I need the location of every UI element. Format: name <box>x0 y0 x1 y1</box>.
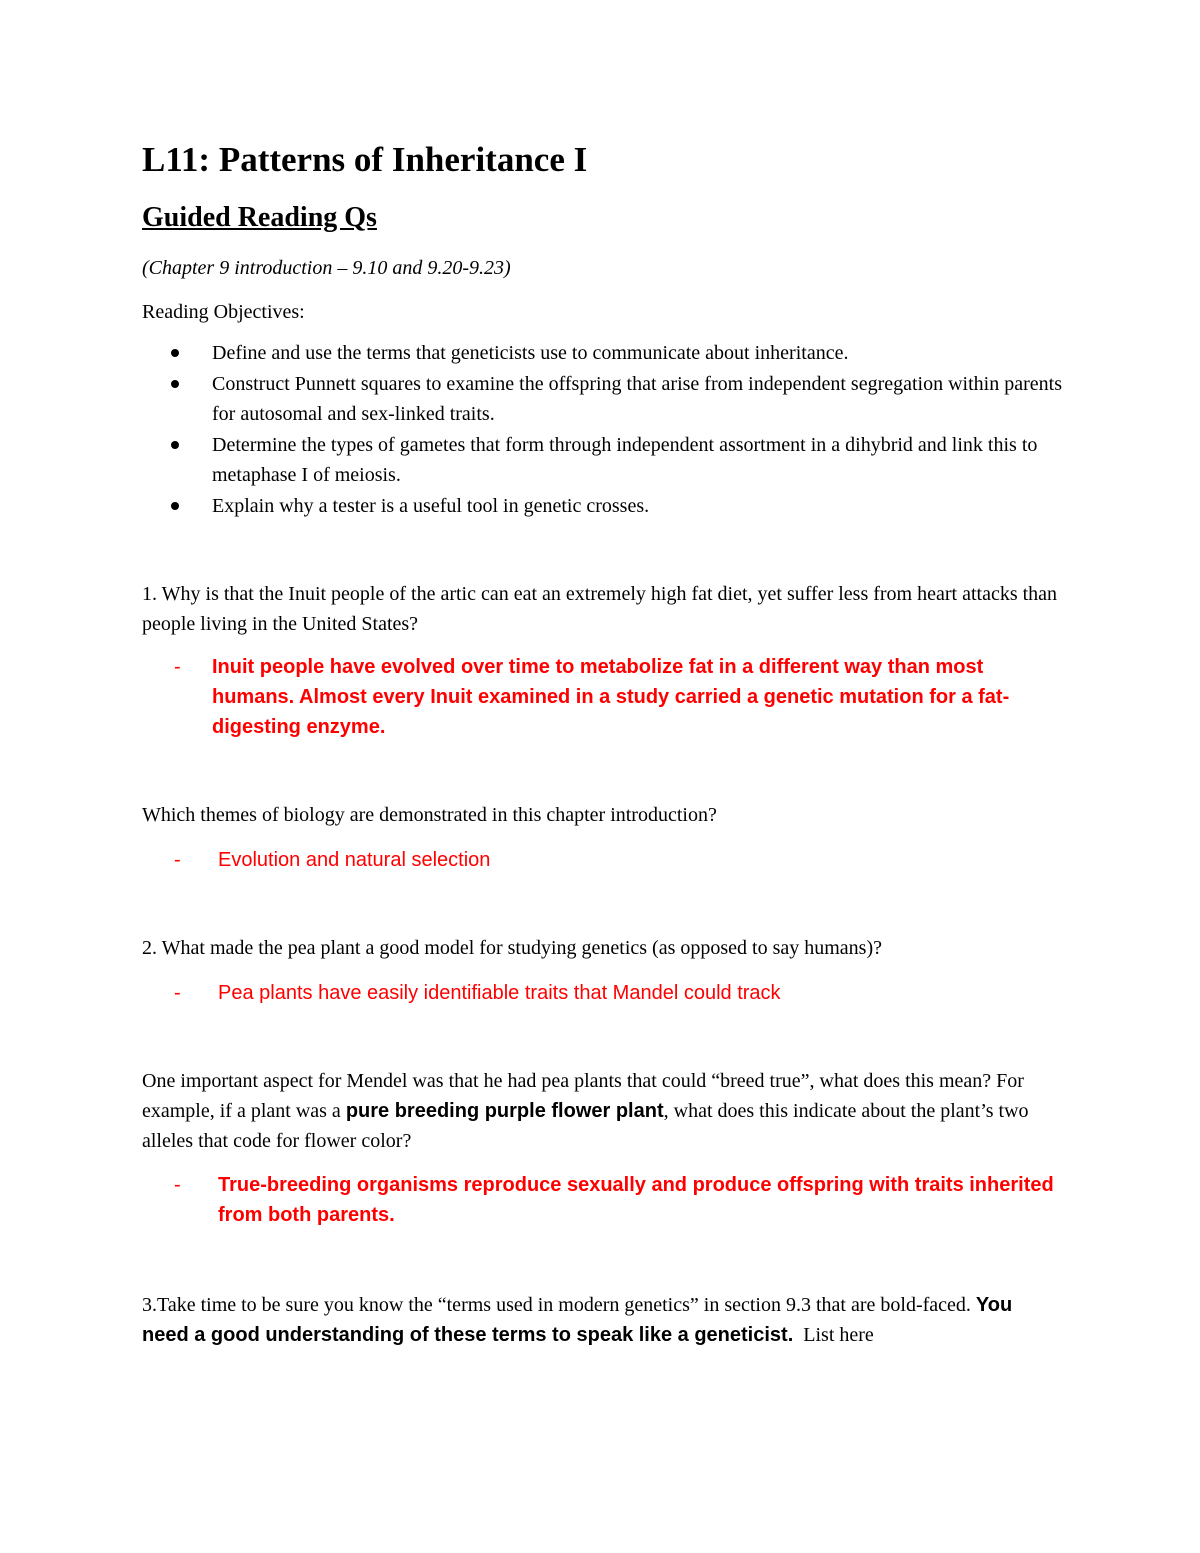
objective-item <box>142 369 1062 429</box>
answer-2 <box>142 978 1062 1008</box>
objectives-list <box>142 338 1062 521</box>
document-page <box>142 136 1062 1350</box>
bullet-icon <box>171 502 179 510</box>
bullet-icon <box>171 380 179 388</box>
answer-1 <box>142 652 1062 742</box>
objective-text: Construct Punnett squares to examine the offspring that arise from independent segregation within parents for autosomal and sex-linked traits. <box>212 373 1062 425</box>
question-2b-bold: pure breeding purple flower plant <box>345 1100 664 1122</box>
bullet-icon <box>171 349 179 357</box>
question-3-bold: You need a good understanding of these terms to speak like a geneticist. <box>142 1294 1013 1346</box>
answer-1b <box>142 845 1062 875</box>
page-subtitle: Guided Reading Qs <box>142 202 377 233</box>
question-3 <box>142 1290 1062 1350</box>
question-2b <box>142 1066 1062 1156</box>
dash-marker: - <box>174 982 181 1004</box>
objective-item <box>142 430 1062 490</box>
bullet-icon <box>171 441 179 449</box>
answer-2-text: Pea plants have easily identifiable traits that Mandel could track <box>218 982 781 1004</box>
answer-1-text: Inuit people have evolved over time to metabolize fat in a different way than most humans. Almost every Inuit examined in a study carried a genetic mutation for a fat-digesting enzyme. <box>212 656 1010 738</box>
question-2b-part1: One important aspect for Mendel was that he had pea plants that could “breed true”, what does this mean? For example, if a plant was a <box>142 1070 1024 1122</box>
question-3-part1: 3.Take time to be sure you know the “terms used in modern genetics” in section 9.3 that are bold-faced. <box>142 1294 976 1316</box>
answer-1b-text: Evolution and natural selection <box>218 849 491 871</box>
chapter-reference: (Chapter 9 introduction – 9.10 and 9.20-9.23) <box>142 257 511 279</box>
dash-marker: - <box>174 1174 181 1196</box>
answer-2b <box>142 1170 1062 1230</box>
question-2b-part2: , what does this indicate about the plant’s two alleles that code for flower color? <box>142 1100 1029 1152</box>
page-title: L11: Patterns of Inheritance I <box>142 140 588 179</box>
question-1: 1. Why is that the Inuit people of the artic can eat an extremely high fat diet, yet suffer less from heart attacks than people living in the United States? <box>142 583 1058 635</box>
objective-item <box>142 338 1062 368</box>
dash-marker: - <box>174 849 181 871</box>
dash-marker: - <box>174 656 181 678</box>
answer-2b-text: True-breeding organisms reproduce sexually and produce offspring with traits inherited from both parents. <box>218 1174 1054 1226</box>
objectives-label: Reading Objectives: <box>142 301 305 323</box>
question-3-part2: List here <box>793 1324 874 1346</box>
question-1b: Which themes of biology are demonstrated in this chapter introduction? <box>142 804 717 826</box>
objective-item <box>142 491 1062 521</box>
question-2: 2. What made the pea plant a good model for studying genetics (as opposed to say humans)? <box>142 937 882 959</box>
objective-text: Define and use the terms that geneticists use to communicate about inheritance. <box>212 342 849 364</box>
objective-text: Determine the types of gametes that form through independent assortment in a dihybrid and link this to metaphase I of meiosis. <box>212 434 1038 486</box>
objective-text: Explain why a tester is a useful tool in genetic crosses. <box>212 495 650 517</box>
